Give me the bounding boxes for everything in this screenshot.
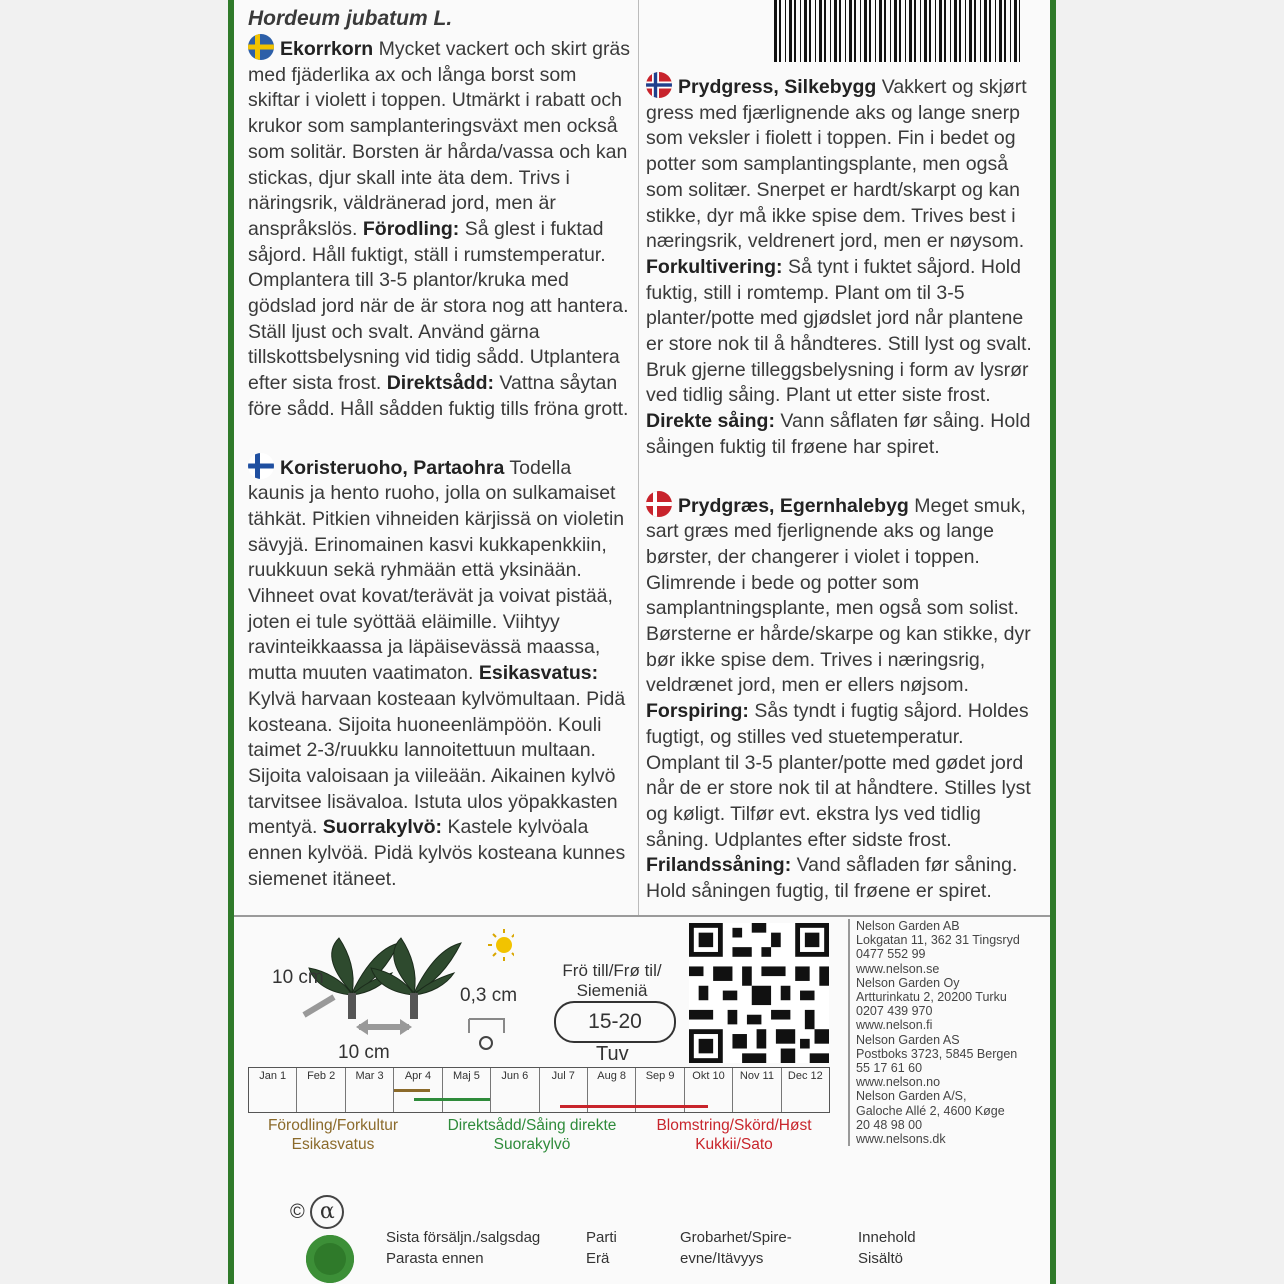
species-name: Hordeum jubatum L.: [248, 7, 453, 30]
month-nov: Nov 11: [733, 1068, 781, 1112]
copyright-mark: © α: [290, 1195, 344, 1229]
danish-section: Prydgræs, Egernhalebyg Meget smuk, sart græs med fjerlignende aks og lange børster, der changerer i violet i toppen. Glimrende i bede og potter som samplantningsplante, men også som solist. Børsterne er hårde/skarpe og kan stikke, dyr bør ikke spise dem. Trives i næringsrig, veldrænet jord, men er ellers nøjsom. Forspiring: Sås tyndt i fugtig såjord. Holdes fugtigt, og stilles ved stuetemperatur. Omplant til 3-5 planter/potte med gødet jord når de er store nok til at håndtere. Stilles lyst og køligt. Tilfør evt. ekstra lys ved tidlig såning. Udplantes efter sidste frost. Frilandssåning: Vand såfladen før såning. Hold såningen fugtig, til frøene er spiret.: [646, 491, 1042, 905]
norwegian-heading-1: Forkultivering:: [646, 255, 783, 278]
norwegian-heading-2: Direkte såing:: [646, 410, 775, 433]
recycle-logo-icon: [306, 1235, 354, 1283]
danish-title: Prydgræs, Egernhalebyg: [678, 494, 909, 517]
sowing-calendar: [248, 1067, 830, 1113]
month-dec: Dec 12: [787, 1070, 823, 1082]
germination-days-label: Frö till/Frø til/ Siemeniä: [562, 961, 662, 1000]
column-divider: [638, 0, 639, 915]
company-contacts: [848, 919, 1056, 1146]
month-feb: Feb 2: [297, 1068, 345, 1112]
finnish-heading-2: Suorrakylvö:: [322, 816, 443, 839]
sale-date-label: Sista försäljn./salgsdag Parasta ennen: [386, 1229, 541, 1267]
left-column: [248, 0, 632, 893]
swedish-title: Ekorrkorn: [280, 38, 374, 60]
germination-days-value: 15-20: [554, 1001, 676, 1043]
alpha-logo-icon: α: [310, 1195, 344, 1229]
finland-flag-icon: [248, 453, 274, 479]
contents-label: Innehold Sisältö: [858, 1229, 916, 1267]
denmark-flag-icon: [646, 491, 672, 517]
danish-heading-1: Forspiring:: [646, 700, 749, 723]
swedish-heading-1: Förodling:: [362, 217, 460, 240]
sowing-depth-label: 0,3 cm: [460, 985, 518, 1006]
contact-norway: Nelson Garden AS Postboks 3723, 5845 Bergen 55 17 61 60 www.nelson.no: [856, 1032, 1018, 1090]
month-sep: Sep 9: [636, 1068, 684, 1112]
qr-code-icon: [689, 923, 829, 1063]
month-maj: Maj 5: [443, 1068, 491, 1112]
sowing-info-panel: [234, 917, 1050, 1284]
swedish-section: Ekorrkorn Mycket vackert och skirt gräs med fjäderlika ax och långa borst som skiftar i violett i toppen. Utmärkt i rabatt och krukor som samplanteringsväxt men också som solitär. Borsten är hårda/vassa och kan stickas, djur skall inte äta dem. Trivs i näringsrik, väldränerad jord, men är anspråkslös. Förodling: Så glest i fuktad såjord. Håll fuktigt, ställ i rumstemperatur. Omplantera till 3-5 plantor/kruka med gödslad jord när de är stora nog att hantera. Ställ ljust och svalt. Använd gärna tillskottsbelysning vid tidig sådd. Utplantera efter sista frost. Direktsådd: Vattna såytan före sådd. Håll sådden fuktig tills fröna grott.: [248, 34, 632, 423]
finnish-title: Koristeruoho, Partaohra: [280, 456, 505, 479]
month-apr: Apr 4: [394, 1068, 442, 1112]
contact-denmark: Nelson Garden A/S, Galoche Allé 2, 4600 Køge 20 48 98 00 www.nelsons.dk: [856, 1089, 1005, 1147]
month-jul: Jul 7: [540, 1068, 588, 1112]
swedish-heading-2: Direktsådd:: [386, 372, 494, 395]
sweden-flag-icon: [248, 34, 274, 60]
growth-habit-label: Tuv: [596, 1043, 629, 1065]
contact-sweden: Nelson Garden AB Lokgatan 11, 362 31 Tingsryd 0477 552 99 www.nelson.se: [856, 919, 1020, 976]
legend-sow: Förodling/Forkultur Esikasvatus: [267, 1117, 399, 1153]
month-okt: Okt 10: [685, 1068, 733, 1112]
norwegian-section: Prydgress, Silkebygg Vakkert og skjørt gress med fjærlignende aks og lange snerp som veksler i fiolett i toppen. Fin i bedet og potter som samplantingsplante, men også som solitær. Snerpet er hardt/skarpt og kan stikke, dyr må ikke spise dem. Trives best i næringsrik, veldrenert jord, men er nøysom. Forkultivering: Så tynt i fuktet såjord. Hold fuktig, still i romtemp. Plant om til 3-5 planter/potte med gjødslet jord når plantene er store nok til å håndteres. Still lyst og svalt. Bruk gjerne tilleggsbelysning i form av lysrør ved tidlig såing. Plant ut etter siste frost. Direkte såing: Vann såflaten før såing. Hold såingen fuktig til frøene har spiret.: [646, 72, 1042, 461]
danish-heading-2: Frilandssåning:: [646, 854, 792, 877]
norway-flag-icon: [646, 72, 672, 98]
barcode: [774, 0, 1020, 62]
lot-label: Parti Erä: [586, 1229, 617, 1267]
germination-label: Grobarhet/Spire-evne/Itävyys: [680, 1229, 792, 1267]
plant-spacing-label: 10 cm: [338, 1042, 390, 1063]
legend-direct: Direktsådd/Såing direkte Suorakylvö: [447, 1117, 617, 1153]
calendar-bar-direct: [414, 1098, 490, 1101]
month-mar: Mar 3: [346, 1068, 394, 1112]
seed-packet-back: [228, 0, 1056, 1284]
month-jun: Jun 6: [491, 1068, 539, 1112]
norwegian-title: Prydgress, Silkebygg: [678, 76, 877, 98]
right-column: [646, 0, 1042, 905]
contact-finland: Nelson Garden Oy Artturinkatu 2, 20200 Turku 0207 439 970 www.nelson.fi: [856, 975, 1007, 1033]
finnish-section: Koristeruoho, Partaohra Todella kaunis ja hento ruoho, jolla on sulkamaiset tähkät. Pitkien vihneiden kärjissä on violetin sävyjä. Erinomainen kasvi kukkapenkkiin, ruukkuun sekä ryhmään että yksinään. Vihneet ovat kovat/terävät ja voivat pistää, joten ei tule syöttää eläimille. Viihtyy ravinteikkaassa ja läpäisevässä maassa, mutta muuten vaatimaton. Esikasvatus: Kylvä harvaan kosteaan kylvömultaan. Pidä kosteana. Sijoita huoneenlämpöön. Kouli taimet 2-3/ruukku lannoitettuun multaan. Sijoita valoisaan ja viileään. Aikainen kylvö tarvitsee lisävaloa. Istuta ulos yöpakkasten mentyä. Suorrakylvö: Kastele kylvöala ennen kylvöä. Pidä kylvös kosteana kunnes siemenet itäneet.: [248, 453, 632, 893]
month-jan: Jan 1: [249, 1068, 297, 1112]
row-spacing-label: 10 cm: [272, 967, 324, 988]
finnish-heading-1: Esikasvatus:: [478, 662, 599, 685]
calendar-bar-sow: [394, 1089, 430, 1092]
calendar-bar-bloom: [560, 1105, 708, 1108]
legend-bloom: Blomstring/Skörd/Høst Kukkii/Sato: [656, 1117, 812, 1153]
month-aug: Aug 8: [588, 1068, 636, 1112]
